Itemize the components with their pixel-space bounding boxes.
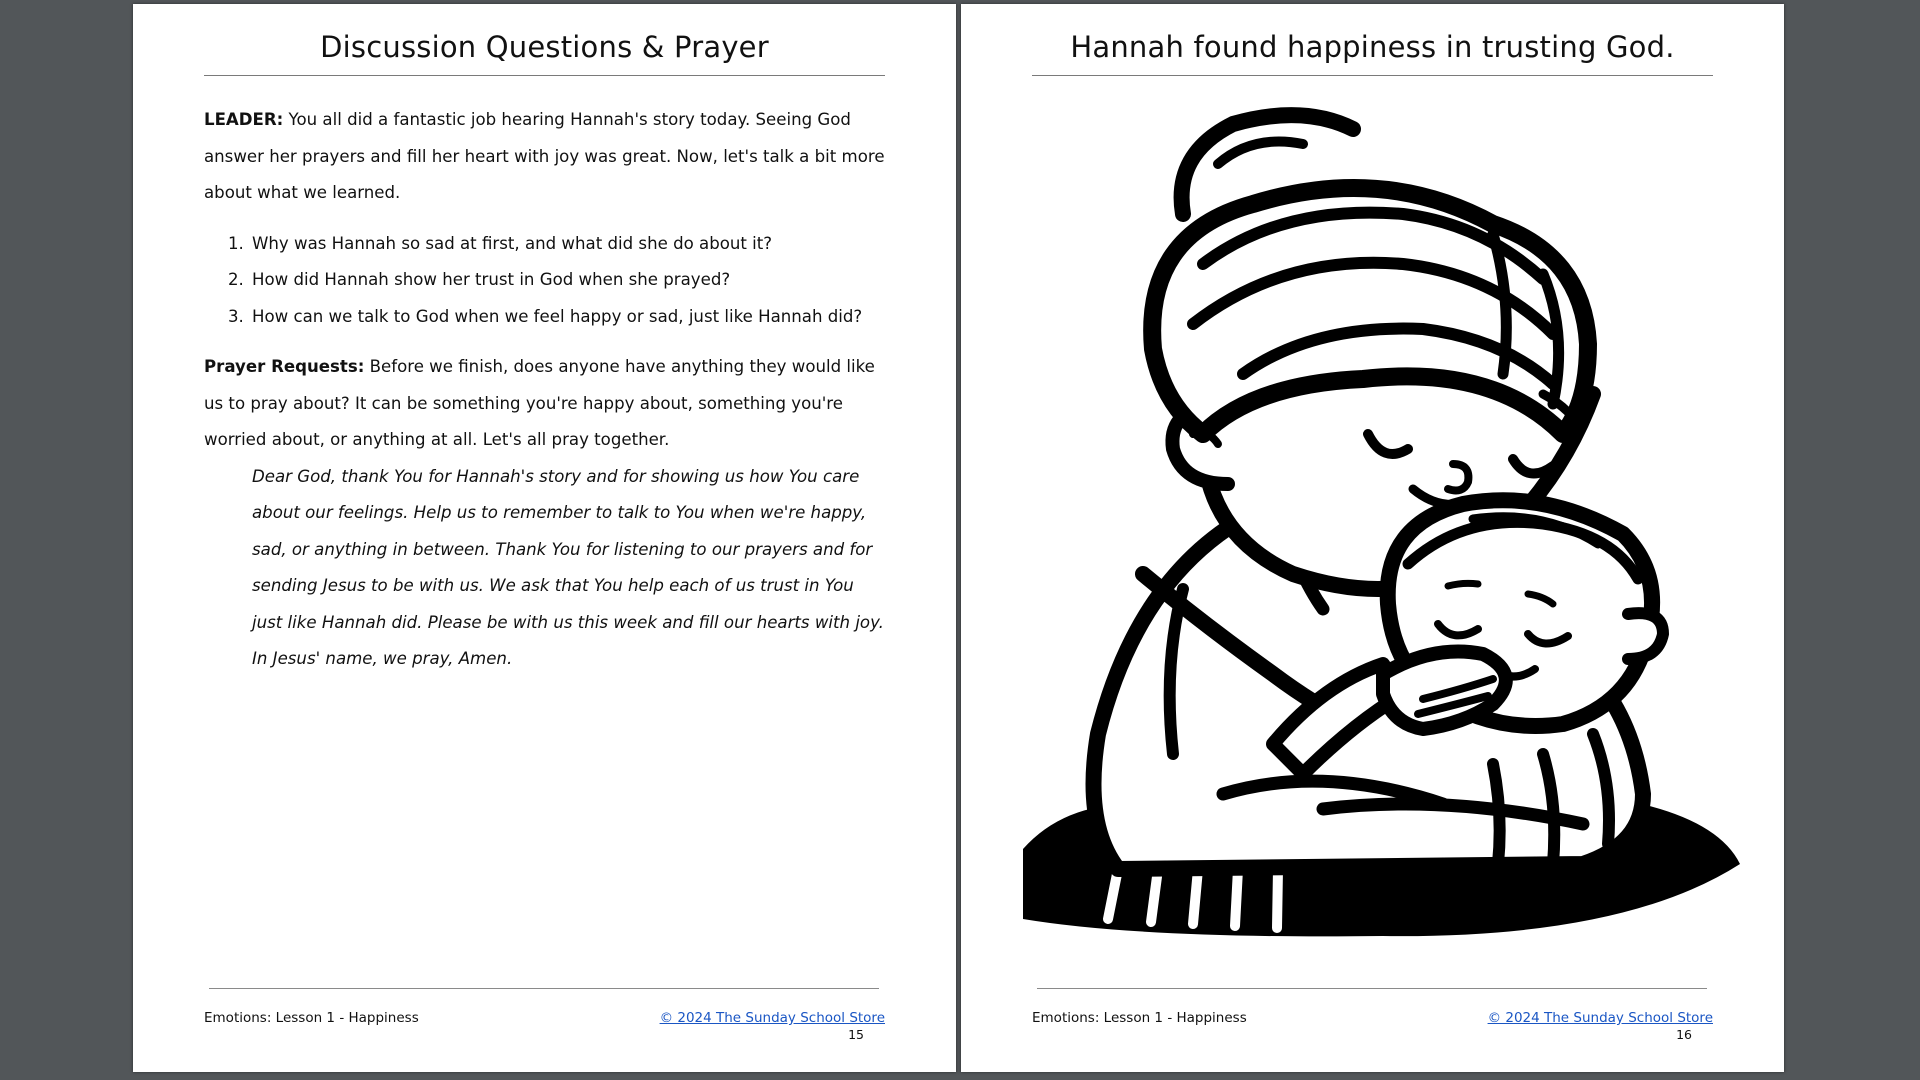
document-page-16 — [961, 4, 1784, 1072]
leader-paragraph — [204, 102, 885, 212]
child-brow — [1448, 583, 1478, 586]
hannah-hugging-child-coloring-illustration — [1023, 104, 1740, 938]
footer-divider — [209, 988, 879, 989]
copyright-link[interactable]: © 2024 The Sunday School Store — [659, 1010, 885, 1026]
page-number: 15 — [848, 1027, 864, 1042]
copyright-link[interactable]: © 2024 The Sunday School Store — [1487, 1010, 1713, 1026]
question-text: How can we talk to God when we feel happy or sad, just like Hannah did? — [252, 306, 863, 326]
question-number: 2. — [228, 270, 244, 289]
title-divider — [204, 75, 885, 76]
page-body — [204, 102, 885, 678]
discussion-questions — [204, 226, 885, 336]
child-ear — [1628, 613, 1663, 659]
leader-text: You all did a fantastic job hearing Hannah's story today. Seeing God answer her prayers and fill her heart with joy was great. Now, let's talk a bit more about what we learned. — [204, 110, 885, 202]
page-title: Hannah found happiness in trusting God. — [1070, 30, 1675, 64]
question-item — [204, 299, 885, 336]
question-text: Why was Hannah so sad at first, and what did she do about it? — [252, 233, 773, 253]
footer-lesson-title: Emotions: Lesson 1 - Happiness — [1032, 1010, 1247, 1026]
prayer-requests-text: Before we finish, does anyone have anything they would like us to pray about? It can be something you're happy about, something you're worried about, or anything at all. Let's all pray together. — [204, 357, 875, 449]
question-number: 1. — [228, 233, 244, 253]
prayer-requests-label: Prayer Requests: — [204, 357, 365, 376]
question-number: 3. — [228, 306, 244, 326]
question-text: How did Hannah show her trust in God when she prayed? — [252, 270, 731, 289]
footer-divider — [1037, 988, 1707, 989]
document-page-15 — [133, 4, 956, 1072]
question-item — [204, 262, 885, 299]
title-divider — [1032, 75, 1713, 76]
question-item — [204, 226, 885, 263]
robe-stripe — [1493, 764, 1500, 864]
footer-lesson-title: Emotions: Lesson 1 - Happiness — [204, 1010, 419, 1026]
leader-label: LEADER: — [204, 110, 284, 129]
closing-prayer: Dear God, thank You for Hannah's story and for showing us how You care about our feelings. Help us to remember to talk to You when we're happy, sad, or anything in between. Thank You for listening to our prayers and for sending Jesus to be with us. We ask that You help each of us trust in You just like Hannah did. Please be with us this week and fill our hearts with joy. In Jesus' name, we pray, Amen. — [252, 466, 884, 669]
page-number: 16 — [1676, 1027, 1692, 1042]
prayer-requests-paragraph — [204, 349, 885, 459]
page-title: Discussion Questions & Prayer — [320, 30, 769, 64]
